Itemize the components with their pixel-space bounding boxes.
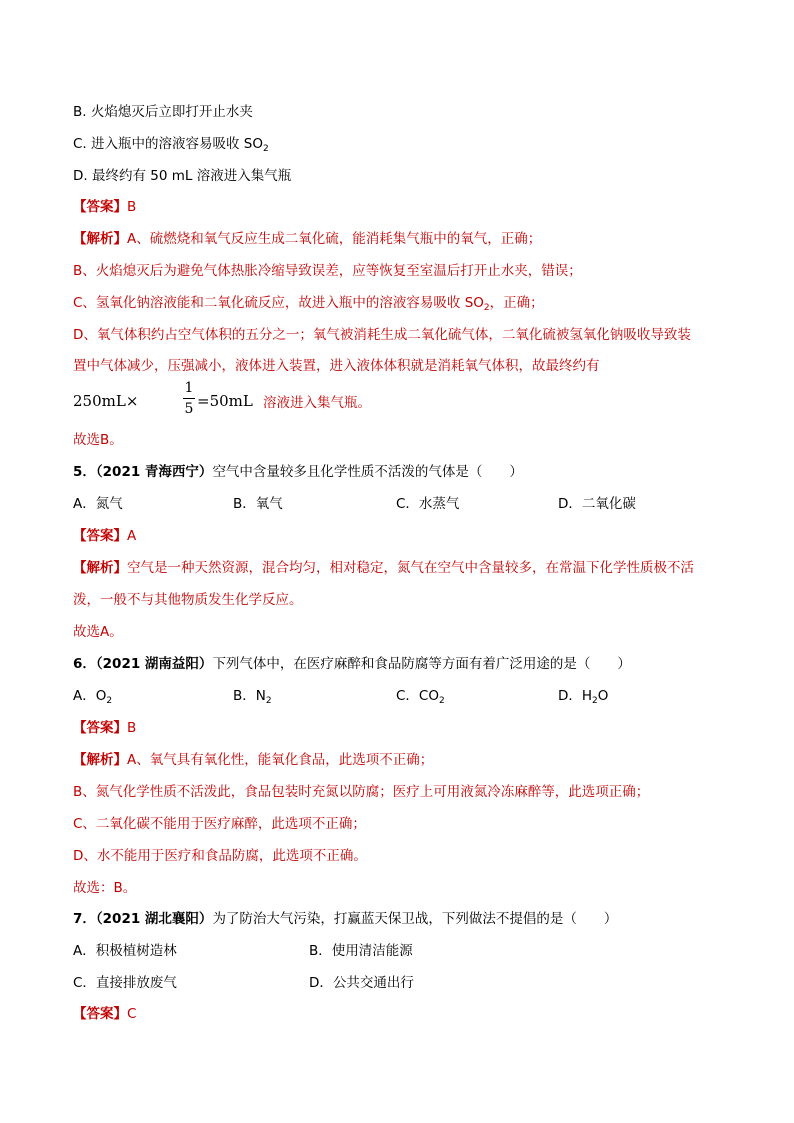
formula-numerator: 1 [184, 380, 194, 396]
q5-analysis-1 [73, 558, 733, 578]
analysis-text: A、硫燃烧和氧气反应生成二氧化硫，能消耗集气瓶中的氧气，正确； [127, 231, 542, 247]
q6-answer [73, 718, 733, 738]
q4-analysis-a [73, 229, 733, 249]
q4-analysis-d1: D、氧气体积约占空气体积的五分之一；氧气被消耗生成二氧化硫气体，二氧化硫被氢氧化钠吸收导致装 [73, 327, 691, 343]
q6-option-d: D．$H_2O$ [558, 688, 609, 706]
q5-option-d: D．二氧化碳 [558, 496, 636, 512]
q7-stem [73, 909, 733, 929]
q4-option-c [73, 134, 733, 154]
q6-option-a: A．$O_2$ [73, 688, 113, 706]
q7-source: （2021 湖北襄阳） [95, 911, 213, 927]
formula-right: =50mL [197, 392, 253, 410]
q6-stem-text: 下列气体中，在医疗麻醉和食品防腐等方面有着广泛用途的是（ ） [212, 656, 631, 672]
q6-analysis-b: B、氮气化学性质不活泼此，食品包装时充氮以防腐；医疗上可用液氮冷冻麻醉等，此选项正确； [73, 784, 650, 800]
q4-analysis-b: B、火焰熄灭后为避免气体热胀冷缩导致误差，应等恢复至室温后打开止水夹，错误； [73, 263, 582, 279]
analysis-tag: 【解析】 [73, 231, 127, 247]
analysis-tag: 【解析】 [73, 560, 127, 576]
q4-analysis-c-sub: 2 [483, 303, 490, 313]
q6-analysis-d: D、水不能用于医疗和食品防腐，此选项不正确。 [73, 848, 367, 864]
answer-value: C [127, 1006, 137, 1022]
q4-analysis-c-text: C、氢氧化钠溶液能和二氧化硫反应，故进入瓶中的溶液容易吸收 SO [73, 295, 484, 311]
q4-option-c-text: C. 进入瓶中的溶液容易吸收 SO [73, 136, 263, 152]
answer-value: B [127, 199, 137, 215]
q7-option-c: C．直接排放废气 [73, 975, 177, 991]
formula-left: 250mL× [73, 392, 139, 410]
answer-tag: 【答案】 [73, 720, 127, 736]
answer-tag: 【答案】 [73, 199, 127, 215]
q4-analysis-d2: 置中气体减少，压强减小，液体进入装置，进入液体体积就是消耗氧气体积，故最终约有 [73, 358, 600, 374]
q7-stem-text: 为了防治大气污染，打赢蓝天保卫战，下列做法不提倡的是（ ） [212, 911, 618, 927]
q7-option-a: A．积极植树造林 [73, 943, 177, 959]
q4-conclusion: 故选B。 [73, 432, 123, 448]
formula-fraction [183, 380, 195, 418]
answer-value: A [127, 528, 137, 544]
q4-option-c-sub: 2 [263, 144, 269, 154]
q5-number: 5． [73, 464, 96, 480]
q6-analysis-c: C、二氧化碳不能用于医疗麻醉，此选项不正确； [73, 816, 366, 832]
q6-option-b: B．$N_2$ [233, 688, 272, 706]
q5-option-c: C．水蒸气 [396, 496, 460, 512]
q4-analysis-c-end: ，正确； [489, 295, 544, 311]
analysis-text: A、氧气具有氧化性，能氧化食品，此选项不正确； [127, 752, 434, 768]
q4-analysis-c [73, 293, 733, 313]
q6-option-c: C．$CO_2$ [396, 688, 445, 706]
formula-denominator: 5 [184, 401, 194, 417]
answer-tag: 【答案】 [73, 1006, 127, 1022]
q5-analysis-2: 泼，一般不与其他物质发生化学反应。 [73, 592, 303, 608]
q7-option-b: B．使用清洁能源 [309, 943, 413, 959]
formula-text: 溶液进入集气瓶。 [263, 395, 371, 411]
q5-source: （2021 青海西宁） [95, 464, 213, 480]
analysis-tag: 【解析】 [73, 752, 127, 768]
q5-stem-text: 空气中含量较多且化学性质不活泼的气体是（ ） [212, 464, 523, 480]
q6-source: （2021 湖南益阳） [95, 656, 213, 672]
answer-value: B [127, 720, 137, 736]
q7-answer [73, 1004, 733, 1024]
q4-answer [73, 197, 733, 217]
fraction-bar [183, 398, 195, 399]
q5-answer [73, 526, 733, 546]
q5-option-a: A．氮气 [73, 496, 123, 512]
q4-option-b: B. 火焰熄灭后立即打开止水夹 [73, 104, 253, 120]
q7-option-d: D．公共交通出行 [309, 975, 414, 991]
q4-option-d: D. 最终约有 50 mL 溶液进入集气瓶 [73, 168, 292, 184]
answer-tag: 【答案】 [73, 528, 127, 544]
q5-stem [73, 462, 733, 482]
q6-stem [73, 654, 733, 674]
q6-conclusion: 故选：B。 [73, 880, 137, 896]
q5-option-b: B．氧气 [233, 496, 283, 512]
q5-conclusion: 故选A。 [73, 624, 123, 640]
q6-number: 6． [73, 656, 96, 672]
q6-analysis-a [73, 750, 733, 770]
analysis-text: 空气是一种天然资源，混合均匀，相对稳定，氮气在空气中含量较多，在常温下化学性质极不活 [127, 560, 694, 576]
q7-number: 7． [73, 911, 96, 927]
